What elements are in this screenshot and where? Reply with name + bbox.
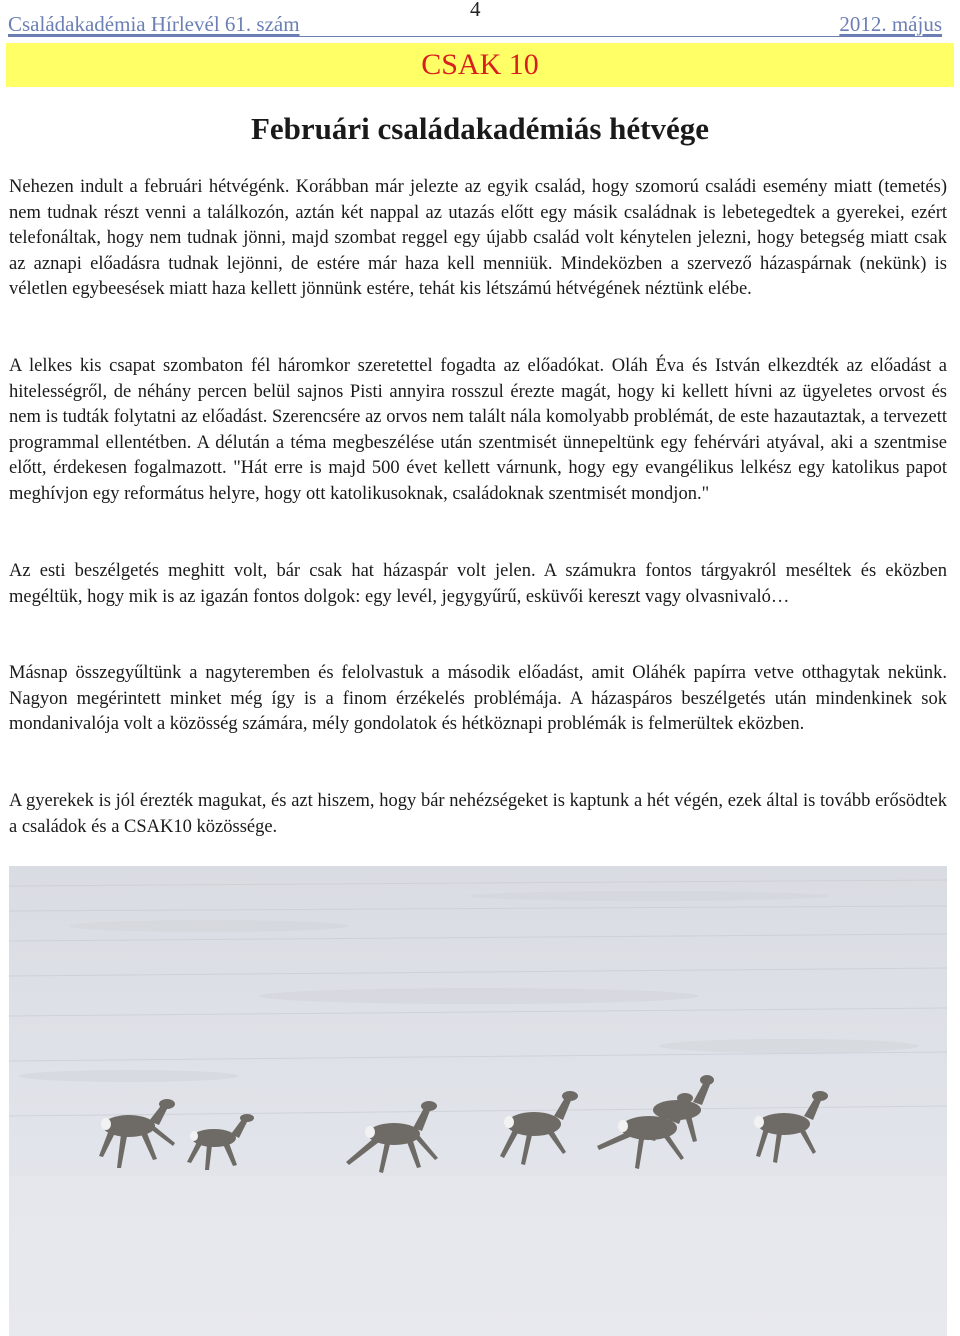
section-banner (6, 43, 954, 87)
section-banner-label: CSAK 10 (421, 48, 539, 81)
article-paragraph-1: Nehezen indult a februári hétvégénk. Korábban már jelezte az egyik család, hogy szomorú családi esemény miatt (temetés) nem tudnak részt venni a találkozón, aztán két nappal az utazás előtt egy másik családnak is lebetegedtek a gyerekei, ezért telefonáltak, hogy nem tudnak jönni, majd szombat reggel egy újabb család volt kénytelen jelezni, hogy betegség miatt csak az aznapi előadásra tudnak lejönni, de estére már haza kell menniük. Mindeközben a szervező házaspárnak (nekünk) is véletlen egybeesések miatt haza kellett jönnünk estére, tehát kis létszámú hétvégének néztünk elébe. (9, 177, 947, 300)
header-rule (8, 36, 942, 37)
article-title (0, 111, 960, 147)
newsletter-title: Családakadémia Hírlevél 61. szám (8, 12, 300, 36)
article-paragraph-2: A lelkes kis csapat szombaton fél háromkor szeretettel fogadta az előadókat. Oláh Éva és István elkezdték az előadást a hitelességről, de néhány percen belül sajnos Pisti annyira rosszul érezte magát, hogy ki kellett hívni az ügyeletes orvost és nem is tudták folytatni az előadást. Szerencsére az orvos nem talált nála komolyabb problémát, de este hazautaztak, a tervezett programmal ellentétben. A délután a téma megbeszélése után szentmisét ünnepeltünk egy fehérvári atyával, aki a szentmise előtt, érdekesen fogalmazott. "Hát erre is majd 500 évet kellett várnunk, hogy egy evangélikus lelkész egy katolikus papot meghívjon egy református helyre, hogy ott katolikusoknak, családoknak szentmisét mondjon." (9, 356, 947, 504)
article-paragraph-4: Másnap összegyűltünk a nagyteremben és felolvastuk a második előadást, amit Oláhék papírra vetve otthagytak nekünk. Nagyon megérintett minket még így is a finom érzékelés problémája. A házaspáros beszélgetés után mindenkinek sok mondanivalója volt a közösség számára, mély gondolatok és hétköznapi problémák is felmerültek eközben. (9, 663, 947, 735)
issue-date: 2012. május (839, 12, 942, 36)
page-number: 4 (470, 0, 481, 21)
article-title-text: Februári családakadémiás hétvége (250, 111, 710, 146)
article-paragraph-5: A gyerekek is jól érezték magukat, és azt hiszem, hogy bár nehézségeket is kaptunk a hét végén, ezek által is tovább erősödtek a családok és a CSAK10 közössége. (9, 791, 947, 837)
article-paragraph-3: Az esti beszélgetés meghitt volt, bár csak hat házaspár volt jelen. A számukra fontos tárgyakról meséltek és eközben megéltük, hogy mik is az igazán fontos dolgok: egy levél, jegygyűrű, esküvői kereszt vagy olvasnivaló… (9, 561, 947, 607)
deer-in-snow-photo (9, 866, 947, 1336)
